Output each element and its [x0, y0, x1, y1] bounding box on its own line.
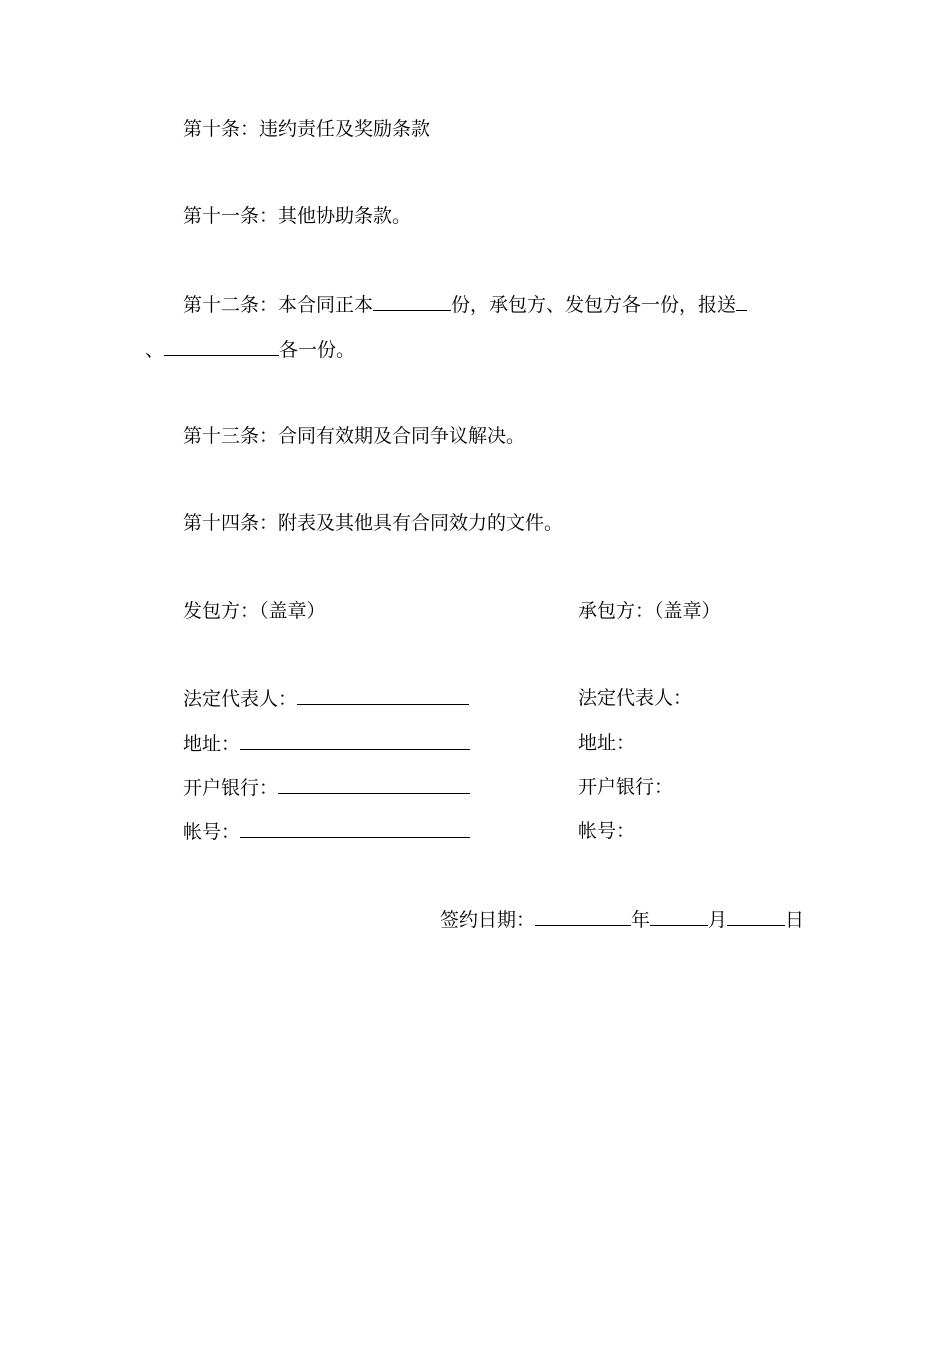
contractor-legal-rep: 法定代表人：	[578, 687, 693, 709]
article-13: 第十三条：合同有效期及合同争议解决。	[183, 425, 526, 447]
article-12-text-b: 份，承包方、发包方各一份，报送	[451, 294, 737, 316]
month-label: 月	[708, 909, 728, 931]
contractor-account: 帐号：	[578, 820, 636, 842]
contractor-address: 地址：	[578, 732, 636, 754]
signing-date-label: 签约日期：	[440, 909, 536, 931]
year-blank[interactable]	[535, 907, 631, 926]
article-12-line2	[145, 337, 355, 362]
employer-account-blank[interactable]	[240, 819, 470, 838]
article-12-line1	[183, 292, 747, 317]
employer-bank-label: 开户银行：	[183, 777, 279, 799]
employer-bank	[183, 775, 470, 800]
report-agency-blank[interactable]	[164, 337, 279, 356]
employer-account	[183, 819, 470, 844]
contractor-title: 承包方：（盖章）	[578, 600, 721, 622]
report-to-blank[interactable]	[736, 292, 747, 311]
employer-legal-rep	[183, 686, 469, 711]
month-blank[interactable]	[650, 907, 708, 926]
employer-legal-rep-label: 法定代表人：	[183, 688, 298, 710]
employer-legal-rep-blank[interactable]	[297, 686, 469, 705]
employer-account-label: 帐号：	[183, 821, 241, 843]
article-12-tail: 各一份。	[279, 339, 356, 361]
article-12-text-a: 第十二条：本合同正本	[183, 294, 374, 316]
contractor-bank: 开户银行：	[578, 776, 674, 798]
day-label: 日	[785, 909, 805, 931]
employer-address-blank[interactable]	[240, 731, 470, 750]
article-11: 第十一条：其他协助条款。	[183, 205, 412, 227]
signing-date	[440, 907, 804, 932]
year-label: 年	[631, 909, 651, 931]
employer-address	[183, 731, 470, 756]
article-14: 第十四条：附表及其他具有合同效力的文件。	[183, 512, 564, 534]
article-10: 第十条：违约责任及奖励条款	[183, 118, 431, 140]
copies-count-blank[interactable]	[373, 292, 451, 311]
article-12-lead: 、	[145, 339, 165, 361]
day-blank[interactable]	[727, 907, 785, 926]
employer-title: 发包方：（盖章）	[183, 600, 326, 622]
employer-bank-blank[interactable]	[278, 775, 470, 794]
employer-address-label: 地址：	[183, 733, 241, 755]
